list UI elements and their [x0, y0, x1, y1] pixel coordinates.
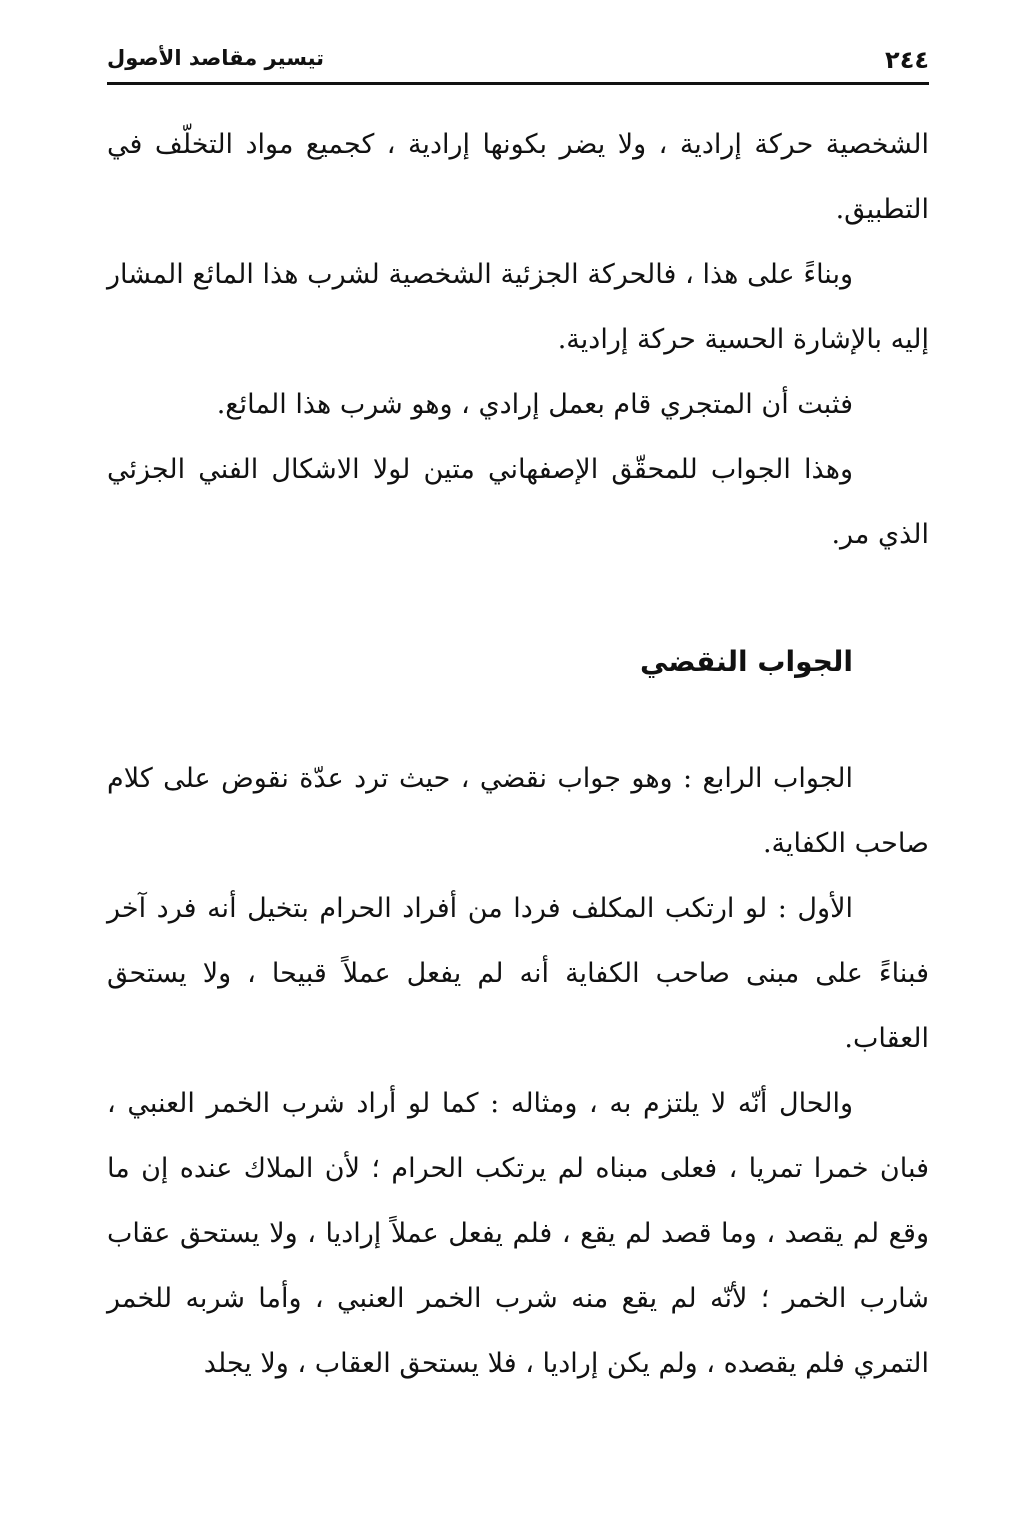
spacer — [107, 694, 929, 746]
header-rule — [107, 82, 929, 85]
paragraph: الجواب الرابع : وهو جواب نقضي ، حيث ترد عدّة نقوض على كلام صاحب الكفاية. — [107, 763, 929, 859]
paragraph: والحال أنّه لا يلتزم به ، ومثاله : كما لو أراد شرب الخمر العنبي ، فبان خمرا تمريا ، فعلى مبناه لم يرتكب الحرام ؛ لأن الملاك عنده إن ما وقع لم يقصد ، وما قصد لم يقع ، فلم يفعل عملاً إراديا ، ولا يستحق عقاب شارب الخمر ؛ لأنّه لم يقع منه شرب الخمر العنبي ، وأما شربه للخمر التمري فلم يقصده ، ولم يكن إراديا ، فلا يستحق العقاب ، ولا يجلد — [107, 1088, 929, 1379]
book-title: تيسير مقاصد الأصول — [107, 46, 325, 70]
spacer — [107, 567, 929, 629]
section-heading: الجواب النقضي — [640, 645, 853, 678]
body-text — [107, 112, 929, 1396]
paragraph: وبناءً على هذا ، فالحركة الجزئية الشخصية لشرب هذا المائع المشار إليه بالإشارة الحسية حركة إرادية. — [107, 259, 929, 355]
page-number: ٢٤٤ — [885, 46, 929, 74]
running-head — [107, 40, 929, 80]
paragraph: وهذا الجواب للمحقّق الإصفهاني متين لولا الاشكال الفني الجزئي الذي مر. — [107, 454, 929, 550]
paragraph: فثبت أن المتجري قام بعمل إرادي ، وهو شرب هذا المائع. — [216, 389, 853, 420]
paragraph: الأول : لو ارتكب المكلف فردا من أفراد الحرام بتخيل أنه فرد آخر فبناءً على مبنى صاحب الكفاية أنه لم يفعل عملاً قبيحا ، ولا يستحق العقاب. — [107, 893, 929, 1054]
paragraph: الشخصية حركة إرادية ، ولا يضر بكونها إرادية ، كجميع مواد التخلّف في التطبيق. — [107, 129, 929, 225]
